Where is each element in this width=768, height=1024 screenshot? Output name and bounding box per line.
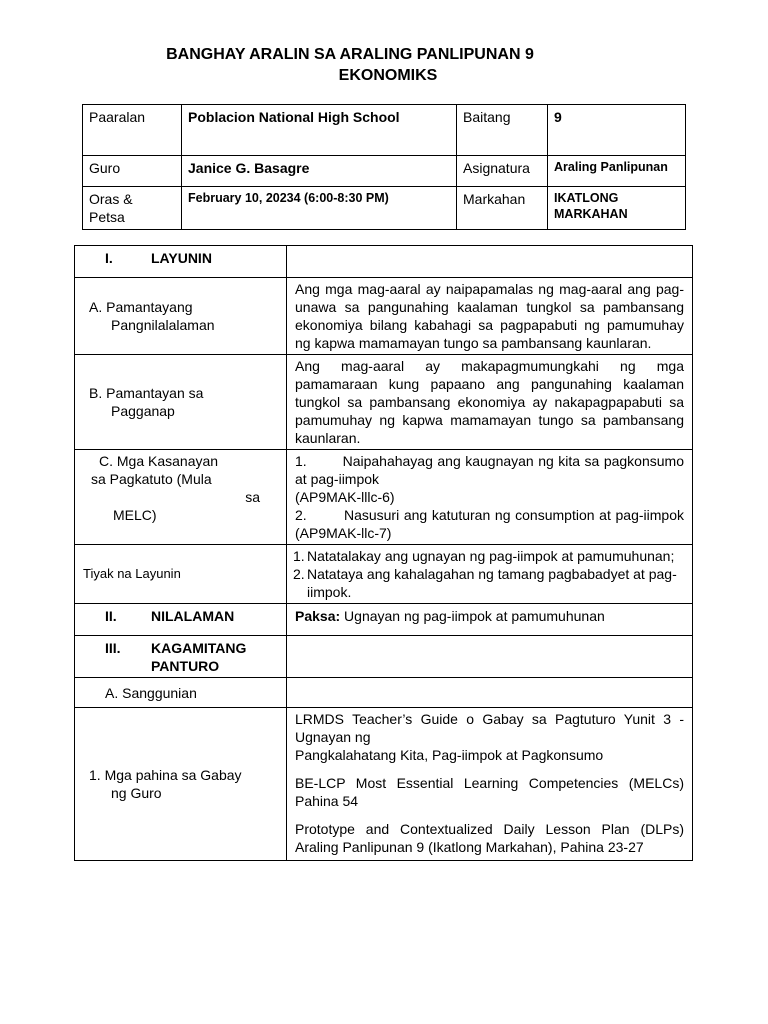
tiyak-item-2-text: Natataya ang kahalagahan ng tamang pagbabadyet at pag-iimpok.: [307, 566, 677, 600]
paksa-label: Paksa:: [295, 608, 341, 624]
tiyak-item-2: [293, 565, 684, 601]
asignatura-label: Asignatura: [457, 156, 548, 187]
pagganap-label: [75, 355, 287, 450]
gabay-ref-1: [295, 710, 684, 764]
nilalaman-num: II.: [105, 608, 117, 624]
kagamitan-num: III.: [105, 640, 121, 656]
pagganap-label-line-1: B. Pamantayan sa: [89, 385, 204, 401]
info-row-oras: [83, 187, 686, 230]
kagamitan-label-line-2: PANTURO: [151, 658, 220, 674]
document-title: [0, 44, 700, 86]
markahan-value-line-2: MARKAHAN: [554, 207, 628, 221]
title-line-2: EKONOMIKS: [338, 67, 438, 84]
paksa-cell: [287, 604, 693, 636]
gabay-label-line-1: 1. Mga pahina sa Gabay: [89, 767, 242, 783]
kasanayan-label-line-4: MELC): [113, 507, 157, 523]
sanggunian-label: A. Sanggunian: [75, 678, 287, 708]
row-pamantayan-pagganap: [75, 355, 693, 450]
baitang-value: 9: [548, 105, 686, 156]
kasanayan-item-2: 2. Nasusuri ang katuturan ng consumption at pag-iimpok (AP9MAK-llc-7): [295, 507, 688, 541]
sanggunian-empty-cell: [287, 678, 693, 708]
gabay-label: [75, 708, 287, 861]
oras-label: [83, 187, 182, 230]
tiyak-item-1: [293, 547, 684, 565]
layunin-label: LAYUNIN: [151, 250, 212, 266]
guro-value: Janice G. Basagre: [182, 156, 457, 187]
gabay-ref-1b: Pangkalahatang Kita, Pag-iimpok at Pagkonsumo: [295, 747, 604, 763]
oras-label-line-2: Petsa: [89, 209, 125, 225]
markahan-value: [548, 187, 686, 230]
kasanayan-label-line-3: sa: [245, 489, 260, 505]
kagamitan-header: [75, 636, 287, 678]
tiyak-item-1-number: 1.: [293, 548, 305, 564]
row-kagamitang-panturo: [75, 636, 693, 678]
tiyak-item-1-text: Natatalakay ang ugnayan ng pag-iimpok at pamumuhunan;: [307, 548, 675, 564]
markahan-value-line-1: IKATLONG: [554, 191, 619, 205]
gabay-ref-2: BE-LCP Most Essential Learning Competencies (MELCs) Pahina 54: [295, 775, 684, 809]
row-kasanayan: [75, 450, 693, 545]
row-nilalaman: [75, 604, 693, 636]
info-row-guro: [83, 156, 686, 187]
kagamitan-empty-cell: [287, 636, 693, 678]
row-pamantayang-pangnilalaman: [75, 278, 693, 355]
lesson-plan-table: [74, 245, 693, 861]
pamantayang-label: [75, 278, 287, 355]
baitang-label: Baitang: [457, 105, 548, 156]
info-table: [82, 104, 686, 230]
pamantayang-text: Ang mga mag-aaral ay naipapamalas ng mag-aaral ang pag-unawa sa pangunahing kaalaman tungkol sa pambansang ekonomiya bilang kabahagi sa pagpapabuti ng pamumuhay ng kapwa mamamayan tungo sa pambansang kaunlaran.: [287, 278, 693, 355]
oras-value: February 10, 20234 (6:00-8:30 PM): [182, 187, 457, 230]
paaralan-label: Paaralan: [83, 105, 182, 156]
pamantayang-label-line-1: A. Pamantayang: [89, 299, 193, 315]
gabay-references: [287, 708, 693, 861]
oras-label-line-1: Oras &: [89, 191, 133, 207]
asignatura-value: Araling Panlipunan: [548, 156, 686, 187]
kasanayan-item-1-code: (AP9MAK-lllc-6): [295, 489, 395, 505]
info-row-paaralan: [83, 105, 686, 156]
tiyak-content: [287, 545, 693, 604]
paaralan-value: Poblacion National High School: [182, 105, 457, 156]
paksa-value: Ugnayan ng pag-iimpok at pamumuhunan: [340, 608, 605, 624]
gabay-ref-3: Prototype and Contextualized Daily Lesson Plan (DLPs) Araling Panlipunan 9 (Ikatlong Markahan), Pahina 23-27: [295, 821, 684, 855]
nilalaman-label: NILALAMAN: [151, 608, 235, 624]
row-layunin: [75, 246, 693, 278]
row-sanggunian: [75, 678, 693, 708]
gabay-label-line-2: ng Guro: [111, 785, 162, 801]
markahan-label: Markahan: [457, 187, 548, 230]
layunin-num: I.: [105, 250, 113, 266]
pagganap-label-line-2: Pagganap: [111, 403, 175, 419]
gabay-ref-1a: LRMDS Teacher’s Guide o Gabay sa Pagtuturo Yunit 3 - Ugnayan ng: [295, 711, 684, 745]
kasanayan-label-line-1: C. Mga Kasanayan: [99, 453, 219, 469]
layunin-empty-cell: [287, 246, 693, 278]
kagamitan-header-inner: [83, 639, 278, 675]
nilalaman-header: [75, 604, 287, 636]
tiyak-item-2-number: 2.: [293, 566, 305, 582]
kasanayan-item-1: 1. Naipahahayag ang kaugnayan ng kita sa pagkonsumo at pag-iimpok: [295, 453, 688, 487]
tiyak-label: Tiyak na Layunin: [75, 545, 287, 604]
row-gabay-ng-guro: [75, 708, 693, 861]
pagganap-text: Ang mag-aaral ay makapagmumungkahi ng mga pamamaraan kung papaano ang pangunahing kaalaman tungkol sa pambansang ekonomiya ay nakapagpapabuti sa pamumuhay ng kapwa mamamayan tungo sa pambansang kaunlaran.: [287, 355, 693, 450]
layunin-header: [75, 246, 287, 278]
row-tiyak-na-layunin: [75, 545, 693, 604]
pamantayang-label-line-2: Pangnilalalaman: [111, 317, 215, 333]
kagamitan-label: [151, 639, 246, 675]
guro-label: Guro: [83, 156, 182, 187]
title-line-1: BANGHAY ARALIN SA ARALING PANLIPUNAN 9: [166, 46, 534, 63]
kasanayan-content: [287, 450, 693, 545]
kagamitan-label-line-1: KAGAMITANG: [151, 640, 247, 656]
kasanayan-label-line-2: sa Pagkatuto (Mula: [91, 471, 212, 487]
kasanayan-label: [75, 450, 287, 545]
